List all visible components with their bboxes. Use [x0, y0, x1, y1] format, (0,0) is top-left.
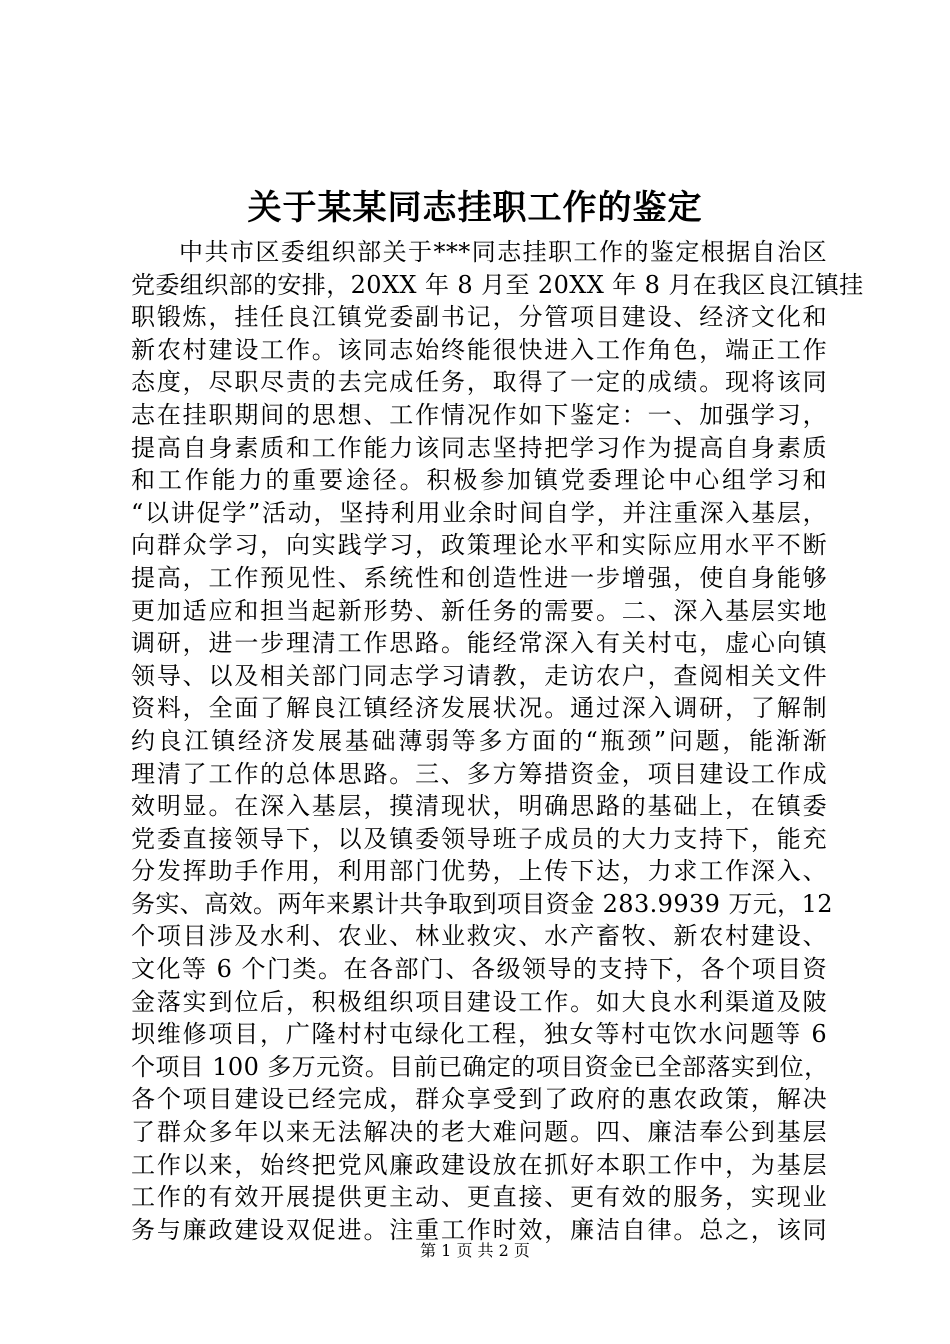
- body-line: 资料，全面了解良江镇经济发展状况。通过深入调研，了解制: [131, 694, 827, 723]
- body-line: 新农村建设工作。该同志始终能很快进入工作角色，端正工作: [131, 335, 827, 364]
- body-line: 务实、高效。两年来累计共争取到项目资金 283.9939 万元，12: [131, 889, 833, 918]
- body-line: 中共市区委组织部关于***同志挂职工作的鉴定根据自治区: [179, 238, 827, 266]
- document-title: 关于某某同志挂职工作的鉴定: [247, 188, 703, 228]
- body-line: 态度，尽职尽责的去完成任务，取得了一定的成绩。现将该同: [131, 368, 827, 397]
- document-body: [131, 236, 864, 1246]
- body-line: 更加适应和担当起新形势、新任务的需要。二、深入基层实地: [131, 596, 827, 625]
- body-line: 务与廉政建设双促进。注重工作时效，廉洁自律。总之，该同: [131, 1215, 827, 1244]
- body-line: 提高自身素质和工作能力该同志坚持把学习作为提高自身素质: [131, 433, 827, 462]
- body-line: 个项目涉及水利、农业、林业救灾、水产畜牧、新农村建设、: [131, 922, 827, 951]
- body-line: 职锻炼，挂任良江镇党委副书记，分管项目建设、经济文化和: [131, 303, 827, 332]
- body-line: 向群众学习，向实践学习，政策理论水平和实际应用水平不断: [131, 531, 827, 560]
- body-line: 提高，工作预见性、系统性和创造性进一步增强，使自身能够: [131, 563, 827, 592]
- body-line: 效明显。在深入基层，摸清现状，明确思路的基础上，在镇委: [131, 792, 827, 821]
- body-line: 和工作能力的重要途径。积极参加镇党委理论中心组学习和: [131, 466, 827, 495]
- body-line: 领导、以及相关部门同志学习请教，走访农户，查阅相关文件: [131, 661, 827, 690]
- body-line: 党委直接领导下，以及镇委领导班子成员的大力支持下，能充: [131, 824, 827, 853]
- body-line: 调研，进一步理清工作思路。能经常深入有关村屯，虚心向镇: [131, 629, 827, 658]
- body-line: 理清了工作的总体思路。三、多方筹措资金，项目建设工作成: [131, 759, 827, 788]
- body-line: 各个项目建设已经完成，群众享受到了政府的惠农政策，解决: [131, 1085, 827, 1114]
- body-line: 约良江镇经济发展基础薄弱等多方面的“瓶颈”问题，能渐渐: [131, 726, 827, 755]
- body-line: 个项目 100 多万元资。目前已确定的项目资金已全部落实到位，: [131, 1052, 829, 1081]
- body-line: 文化等 6 个门类。在各部门、各级领导的支持下，各个项目资: [131, 955, 827, 984]
- body-line: 志在挂职期间的思想、工作情况作如下鉴定：一、加强学习，: [131, 400, 827, 429]
- body-line: “以讲促学”活动，坚持利用业余时间自学，并注重深入基层，: [131, 498, 827, 527]
- page-footer: 第 1 页 共 2 页: [420, 1241, 530, 1260]
- body-line: 分发挥助手作用，利用部门优势，上传下达，力求工作深入、: [131, 857, 827, 886]
- body-line: 党委组织部的安排，20XX 年 8 月至 20XX 年 8 月在我区良江镇挂: [131, 270, 864, 299]
- body-line: 坝维修项目，广隆村村屯绿化工程，独女等村屯饮水问题等 6: [131, 1020, 827, 1049]
- body-line: 了群众多年以来无法解决的老大难问题。四、廉洁奉公到基层: [131, 1118, 827, 1147]
- body-line: 工作的有效开展提供更主动、更直接、更有效的服务，实现业: [131, 1183, 827, 1212]
- body-line: 金落实到位后，积极组织项目建设工作。如大良水利渠道及陂: [131, 987, 827, 1016]
- body-line: 工作以来，始终把党风廉政建设放在抓好本职工作中，为基层: [131, 1150, 827, 1179]
